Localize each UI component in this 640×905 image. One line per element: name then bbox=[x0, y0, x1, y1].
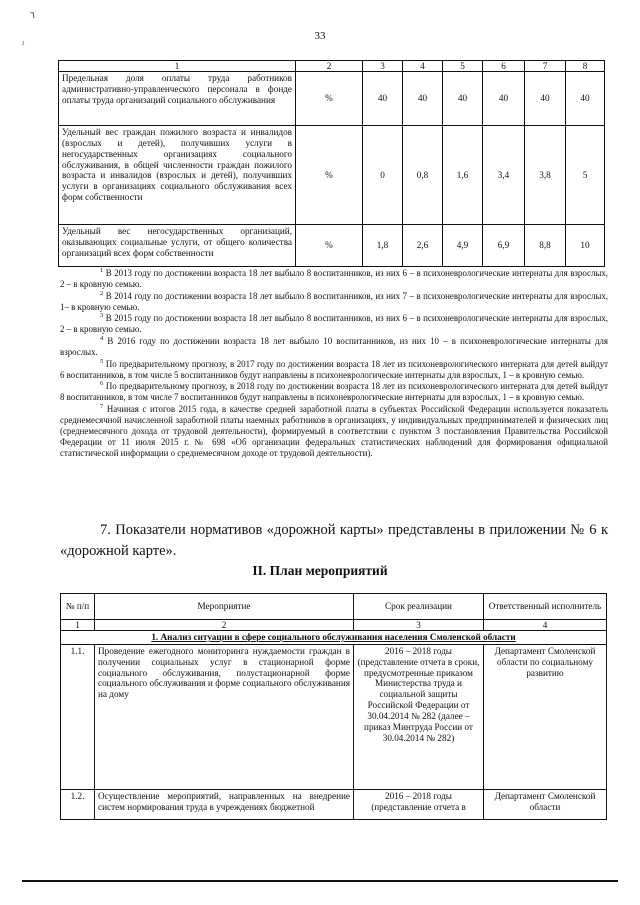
footnote bbox=[60, 335, 608, 358]
indicator-value: 1,6 bbox=[443, 126, 483, 225]
executor-text: Департамент Смоленской области bbox=[484, 789, 607, 819]
indicator-value: 4,9 bbox=[443, 225, 483, 267]
indicators-table bbox=[58, 60, 605, 267]
section-title: II. План мероприятий bbox=[252, 563, 388, 578]
footnote-mark: 3 bbox=[100, 312, 104, 320]
footnote bbox=[60, 380, 608, 403]
footnote-text: В 2015 году по достижении возраста 18 лет выбыло 8 воспитанников, из них 6 – в психоневрологические интернаты для взрослых, 2 – в кровную семью. bbox=[60, 313, 609, 335]
column-number: 2 bbox=[296, 61, 363, 72]
term-text: 2016 – 2018 годы (представление отчета в bbox=[354, 789, 484, 819]
indicator-label: Удельный вес негосударственных организаций, оказывающих социальные услуги, от общего количества организаций всех форм собственности bbox=[59, 225, 296, 267]
footnote bbox=[60, 267, 608, 290]
footnote-text: По предварительному прогнозу, в 2017 году по достижении возраста 18 лет из психоневрологического интерната для детей выйдут 6 воспитанников, в том числе 5 воспитанников будут направлены в психоневрологические интернаты для взрослых, 1 – в кровную семью. bbox=[60, 358, 609, 380]
column-number: 1 bbox=[59, 61, 296, 72]
footnote-mark: 2 bbox=[100, 289, 104, 297]
header-term: Срок реализации bbox=[354, 594, 484, 620]
column-number: 2 bbox=[95, 620, 354, 631]
footnote-mark: 6 bbox=[100, 380, 104, 388]
indicator-unit: % bbox=[296, 225, 363, 267]
table-row bbox=[59, 225, 605, 267]
indicator-unit: % bbox=[296, 126, 363, 225]
measure-text: Проведение ежегодного мониторинга нуждаемости граждан в получении социальных услуг в стационарной форме социального обслуживания, полустационарной форме социального обслуживания и форме социального обслуживания на дому bbox=[95, 644, 354, 789]
header-measure: Мероприятие bbox=[95, 594, 354, 620]
footnote-text: Начиная с итогов 2015 года, в качестве средней заработной платы в субъектах Российской Федерации используется показатель среднемесячной начисленной заработной платы наемных работников в организациях, у индивидуальных предпринимателей и физических лиц (среднемесячного дохода от трудовой деятельности), формируемый в соответствии с пунктом 3 постановления Правительства Российской Федерации от 11 июля 2015 г. № 698 «Об организации федеральных статистических наблюдений для формирования официальной статистической информации о среднемесячном доходе от трудовой деятельности). bbox=[60, 404, 608, 458]
header-executor: Ответственный исполнитель bbox=[484, 594, 607, 620]
plan-header-row bbox=[61, 594, 607, 620]
indicator-value: 10 bbox=[566, 225, 605, 267]
plan-table bbox=[60, 593, 607, 820]
bottom-rule bbox=[22, 880, 618, 882]
indicator-value: 40 bbox=[443, 72, 483, 126]
section-heading: 1. Анализ ситуации в сфере социального обслуживания населения Смоленской области bbox=[61, 631, 607, 645]
roadmap-paragraph: 7. Показатели нормативов «дорожной карты» представлены в приложении № 6 к «дорожной карте». bbox=[60, 521, 608, 559]
scan-mark: ٦ bbox=[30, 10, 35, 20]
indicator-value: 3,4 bbox=[483, 126, 525, 225]
row-number: 1.1. bbox=[61, 644, 95, 789]
footnotes bbox=[60, 267, 608, 458]
indicator-value: 40 bbox=[403, 72, 443, 126]
section-heading-row bbox=[61, 631, 607, 645]
indicator-value: 2,6 bbox=[403, 225, 443, 267]
column-number: 7 bbox=[525, 61, 566, 72]
column-number: 4 bbox=[403, 61, 443, 72]
indicator-value: 8,8 bbox=[525, 225, 566, 267]
indicator-value: 40 bbox=[483, 72, 525, 126]
indicator-value: 40 bbox=[363, 72, 403, 126]
executor-text: Департамент Смоленской области по социальному развитию bbox=[484, 644, 607, 789]
table-row bbox=[61, 644, 607, 789]
footnote-text: В 2014 году по достижении возраста 18 лет выбыло 8 воспитанников, из них 7 – в психоневрологические интернаты для взрослых, 1– в кровную семью. bbox=[60, 290, 609, 312]
indicator-value: 6,9 bbox=[483, 225, 525, 267]
indicator-value: 40 bbox=[566, 72, 605, 126]
footnote-text: По предварительному прогнозу, в 2018 году по достижении возраста 18 лет из психоневрологического интерната для детей выйдут 8 воспитанников, в том числе 7 воспитанников будут направлены в психоневрологические интернаты для взрослых, 1 – в кровную семью. bbox=[60, 381, 609, 403]
footnote bbox=[60, 290, 608, 313]
table-row bbox=[59, 126, 605, 225]
footnote-mark: 5 bbox=[100, 357, 104, 365]
footnote-mark: 7 bbox=[100, 403, 104, 411]
column-number: 4 bbox=[484, 620, 607, 631]
indicator-value: 40 bbox=[525, 72, 566, 126]
row-number: 1.2. bbox=[61, 789, 95, 819]
indicator-label: Предельная доля оплаты труда работников административно-управленческого персонала в фонде оплаты труда организаций социального обслуживания bbox=[59, 72, 296, 126]
footnote bbox=[60, 403, 608, 458]
column-number: 3 bbox=[354, 620, 484, 631]
table-row bbox=[59, 72, 605, 126]
indicator-value: 3,8 bbox=[525, 126, 566, 225]
indicator-label: Удельный вес граждан пожилого возраста и инвалидов (взрослых и детей), получивших услуги в негосударственных организациях социального обслуживания, в общей численности граждан пожилого возраста и инвалидов (взрослых и детей), получивших услуги в организациях социального обслуживания всех форм собственности bbox=[59, 126, 296, 225]
page-number: 33 bbox=[314, 30, 326, 42]
indicator-value: 5 bbox=[566, 126, 605, 225]
scan-mark: ˀ bbox=[22, 40, 25, 50]
footnote-text: В 2016 году по достижении возраста 18 лет выбыло 10 воспитанников, из них 10 – в психоневрологические интернаты для взрослых. bbox=[60, 336, 608, 357]
column-number: 1 bbox=[61, 620, 95, 631]
measure-text: Осуществление мероприятий, направленных на внедрение систем нормирования труда в учреждениях бюджетной bbox=[95, 789, 354, 819]
column-number: 6 bbox=[483, 61, 525, 72]
column-number: 3 bbox=[363, 61, 403, 72]
column-number: 5 bbox=[443, 61, 483, 72]
column-numbers-row bbox=[61, 620, 607, 631]
indicator-value: 1,8 bbox=[363, 225, 403, 267]
footnote-mark: 1 bbox=[100, 267, 104, 274]
indicator-unit: % bbox=[296, 72, 363, 126]
table-row bbox=[61, 789, 607, 819]
indicator-value: 0 bbox=[363, 126, 403, 225]
footnote bbox=[60, 312, 608, 335]
footnote bbox=[60, 358, 608, 381]
header-number: № п/п bbox=[61, 594, 95, 620]
footnote-mark: 4 bbox=[100, 335, 104, 343]
indicator-value: 0,8 bbox=[403, 126, 443, 225]
footnote-text: В 2013 году по достижении возраста 18 лет выбыло 8 воспитанников, из них 6 – в психоневрологические интернаты для взрослых, 2 – в кровную семью. bbox=[60, 267, 609, 289]
column-number: 8 bbox=[566, 61, 605, 72]
term-text: 2016 – 2018 годы (представление отчета в сроки, предусмотренные приказом Министерства труда и социальной защиты Российской Федерации от 30.04.2014 № 282 (далее – приказ Минтруда России от 30.04.2014 № 282) bbox=[354, 644, 484, 789]
indicators-header-row bbox=[59, 61, 605, 72]
